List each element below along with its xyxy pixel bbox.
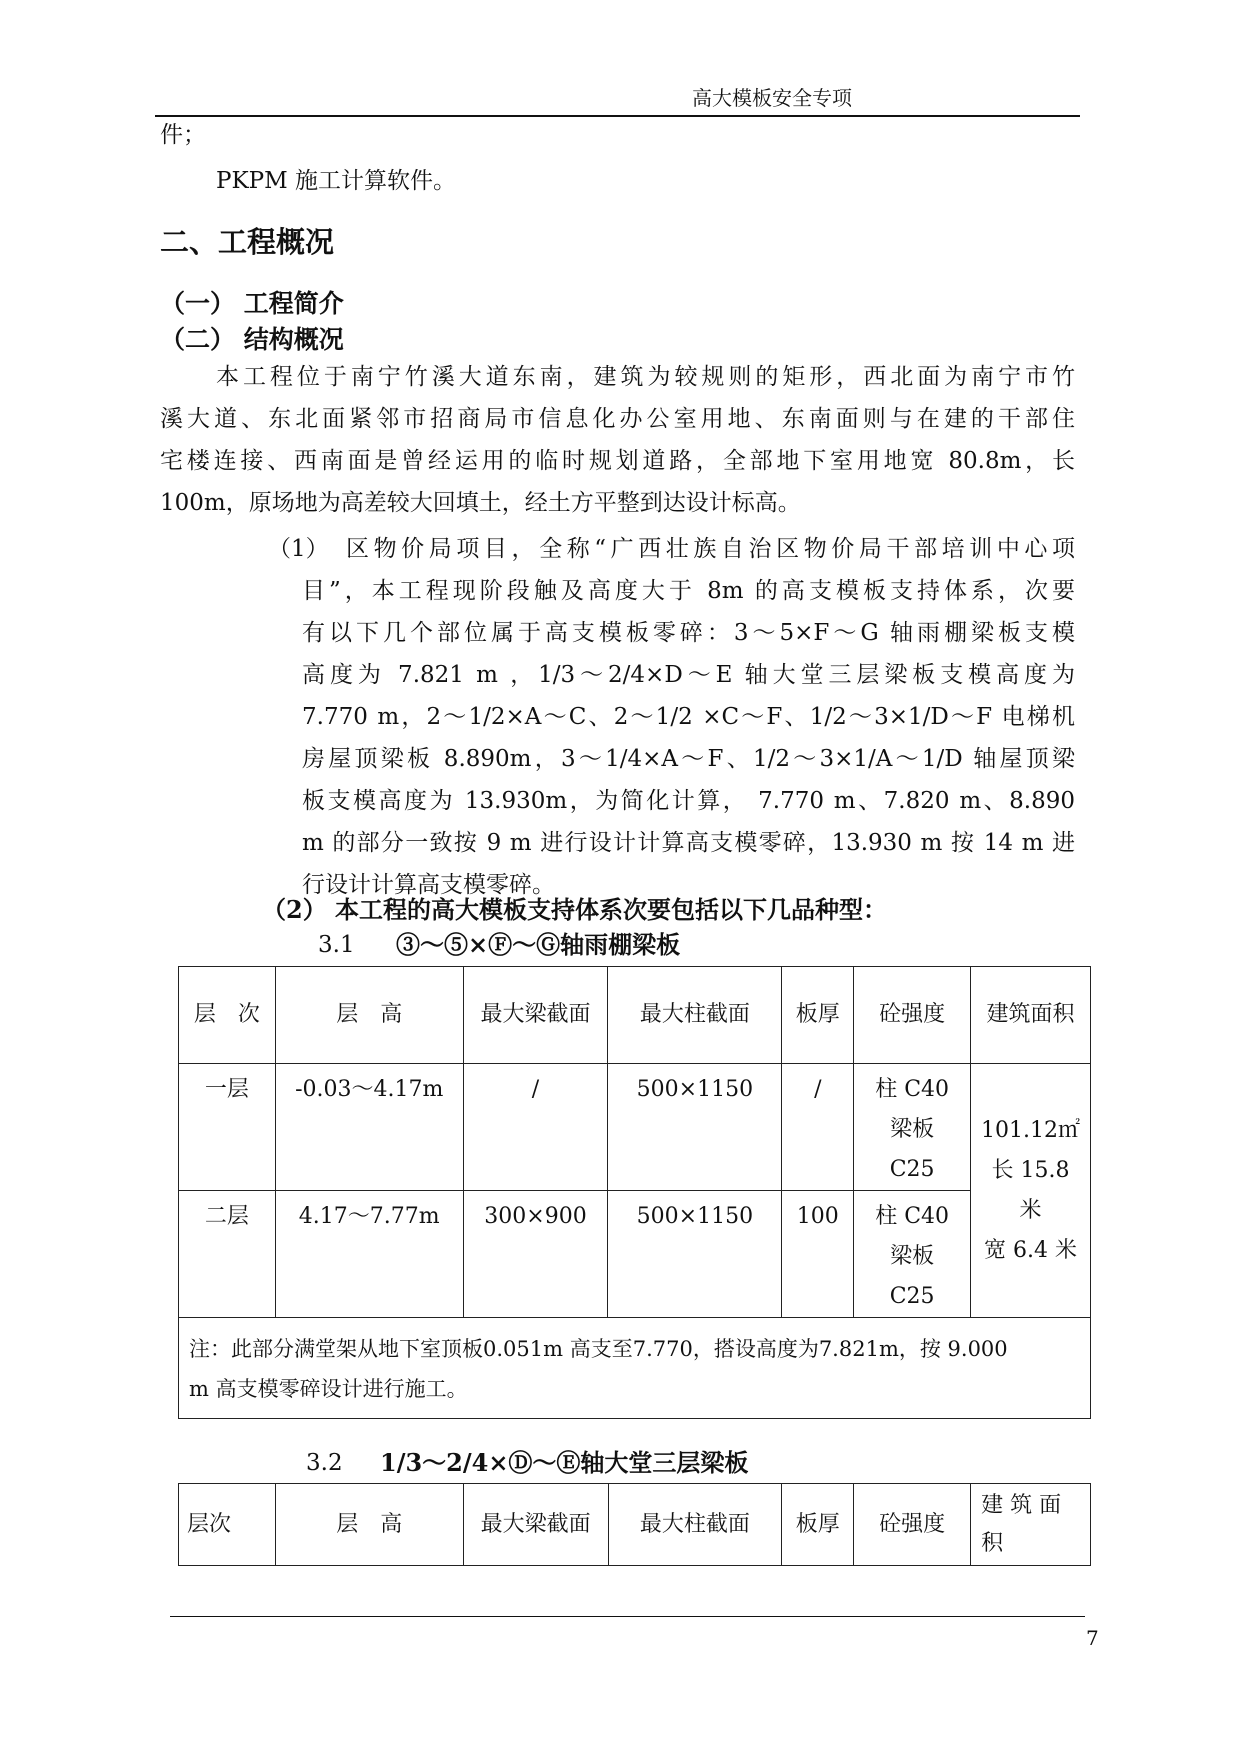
header-cell: 砼强度 — [854, 967, 971, 1064]
column-cell: 500×1150 — [608, 1064, 782, 1191]
item-1-line: 有以下几个部位属于高支模板零碎：3～5×F～G 轴雨棚梁板支模 — [302, 620, 1075, 646]
slab-cell: 100 — [782, 1191, 854, 1318]
page-number: 7 — [1086, 1626, 1099, 1650]
item-1-line: 目”，本工程现阶段触及高度大于 8m 的高支模板支持体系，次要 — [302, 578, 1075, 604]
header-cell: 层次 — [179, 1484, 276, 1566]
intro-line-1: 件； — [160, 122, 206, 148]
table-32-caption: 1/3～2/4×Ⓓ～Ⓔ轴大堂三层梁板 — [380, 1448, 749, 1477]
concrete-line: 柱 C40 — [875, 1204, 950, 1229]
running-header: 高大模板安全专项 — [692, 86, 852, 110]
item-1-line: 房屋顶梁板 8.890m，3～1/4×A～F、1/2～3×1/A～1/D 轴屋顶梁 — [302, 746, 1075, 772]
item-1-line: 7.770 m，2～1/2×A～C、2～1/2 ×C～F、1/2～3×1/D～F 电梯机 — [302, 704, 1075, 730]
concrete-line: C25 — [889, 1284, 935, 1309]
overview-line: 溪大道、东北面紧邻市招商局市信息化办公室用地、东南面则与在建的干部住 — [160, 406, 1075, 432]
overview-paragraph — [160, 356, 1075, 524]
header-cell: 板厚 — [782, 1484, 854, 1566]
table-row — [179, 1191, 1091, 1318]
subsection-heading-1: （一） 工程简介 — [160, 289, 344, 318]
subsection-heading-2: （二） 结构概况 — [160, 325, 344, 354]
footer-rule — [170, 1616, 1085, 1617]
floor-cell: 二层 — [179, 1191, 276, 1318]
header-cell: 最大柱截面 — [608, 967, 782, 1064]
header-cell: 建筑面积 — [971, 967, 1091, 1064]
table-31 — [178, 966, 1091, 1419]
height-cell: 4.17～7.77m — [275, 1191, 463, 1318]
item-1-line: 高度为 7.821 m ，1/3～2/4×D～E 轴大堂三层梁板支模高度为 — [302, 662, 1075, 688]
concrete-cell — [854, 1064, 971, 1191]
table-31-header-row — [179, 967, 1091, 1064]
concrete-line: 梁板 — [890, 1117, 935, 1142]
header-cell: 砼强度 — [854, 1484, 971, 1566]
item-1-line: 行设计计算高支模零碎。 — [302, 872, 555, 898]
item-1-paragraph — [302, 528, 1075, 906]
overview-line: 宅楼连接、西南面是曾经运用的临时规划道路，全部地下室用地宽 80.8m，长 — [160, 448, 1075, 474]
table-32 — [178, 1483, 1091, 1566]
item-1-marker: （1） — [268, 536, 329, 562]
area-line: 长 15.8 — [991, 1157, 1070, 1183]
item-2-heading: （2） 本工程的高大模板支持体系次要包括以下几品种型： — [262, 895, 888, 924]
header-cell: 最大梁截面 — [463, 967, 608, 1064]
item-1-line: 板支模高度为 13.930m，为简化计算， 7.770 m、7.820 m、8.890 — [302, 788, 1075, 814]
table-32-number: 3.2 — [306, 1450, 343, 1476]
item-1-line: m 的部分一致按 9 m 进行设计计算高支模零碎，13.930 m 按 14 m 进 — [302, 830, 1075, 856]
height-cell: -0.03～4.17m — [275, 1064, 463, 1191]
concrete-line: 柱 C40 — [875, 1077, 950, 1102]
table-31-caption: ③～⑤×Ⓕ～Ⓖ轴雨棚梁板 — [396, 930, 681, 959]
concrete-line: 梁板 — [890, 1244, 935, 1269]
table-note — [179, 1318, 1091, 1419]
note-line: 注：此部分满堂架从地下室顶板0.051m 高支至7.770，搭设高度为7.821m，按 9.000 — [189, 1337, 1008, 1361]
header-rule — [155, 115, 1080, 117]
section-heading: 二、工程概况 — [160, 225, 335, 259]
table-32-header-row — [179, 1484, 1091, 1566]
header-cell: 层 高 — [275, 967, 463, 1064]
header-cell: 板厚 — [782, 967, 854, 1064]
header-area-line: 积 — [981, 1530, 1004, 1556]
area-line: 101.12㎡ — [981, 1117, 1081, 1143]
header-cell-area — [971, 1484, 1091, 1566]
column-cell: 500×1150 — [608, 1191, 782, 1318]
floor-cell: 一层 — [179, 1064, 276, 1191]
table-31-number: 3.1 — [318, 932, 355, 958]
beam-cell: / — [463, 1064, 608, 1191]
beam-cell: 300×900 — [463, 1191, 608, 1318]
area-cell — [971, 1064, 1091, 1318]
overview-line: 100m，原场地为高差较大回填土，经土方平整到达设计标高。 — [160, 490, 801, 516]
item-1-line: 区物价局项目，全称“广西壮族自治区物价局干部培训中心项 — [346, 536, 1075, 562]
header-cell: 层 次 — [179, 967, 276, 1064]
header-cell: 层 高 — [275, 1484, 463, 1566]
note-line: m 高支模零碎设计进行施工。 — [189, 1377, 468, 1401]
header-cell: 最大梁截面 — [463, 1484, 608, 1566]
area-line: 米 — [1019, 1197, 1042, 1223]
header-cell: 最大柱截面 — [608, 1484, 782, 1566]
intro-line-2: PKPM 施工计算软件。 — [216, 168, 456, 194]
concrete-line: C25 — [889, 1157, 935, 1182]
header-area-line: 建 筑 面 — [981, 1492, 1062, 1518]
concrete-cell — [854, 1191, 971, 1318]
area-line: 宽 6.4 米 — [984, 1237, 1078, 1263]
table-row — [179, 1064, 1091, 1191]
overview-line: 本工程位于南宁竹溪大道东南，建筑为较规则的矩形，西北面为南宁市竹 — [216, 364, 1075, 390]
table-note-row — [179, 1318, 1091, 1419]
slab-cell: / — [782, 1064, 854, 1191]
